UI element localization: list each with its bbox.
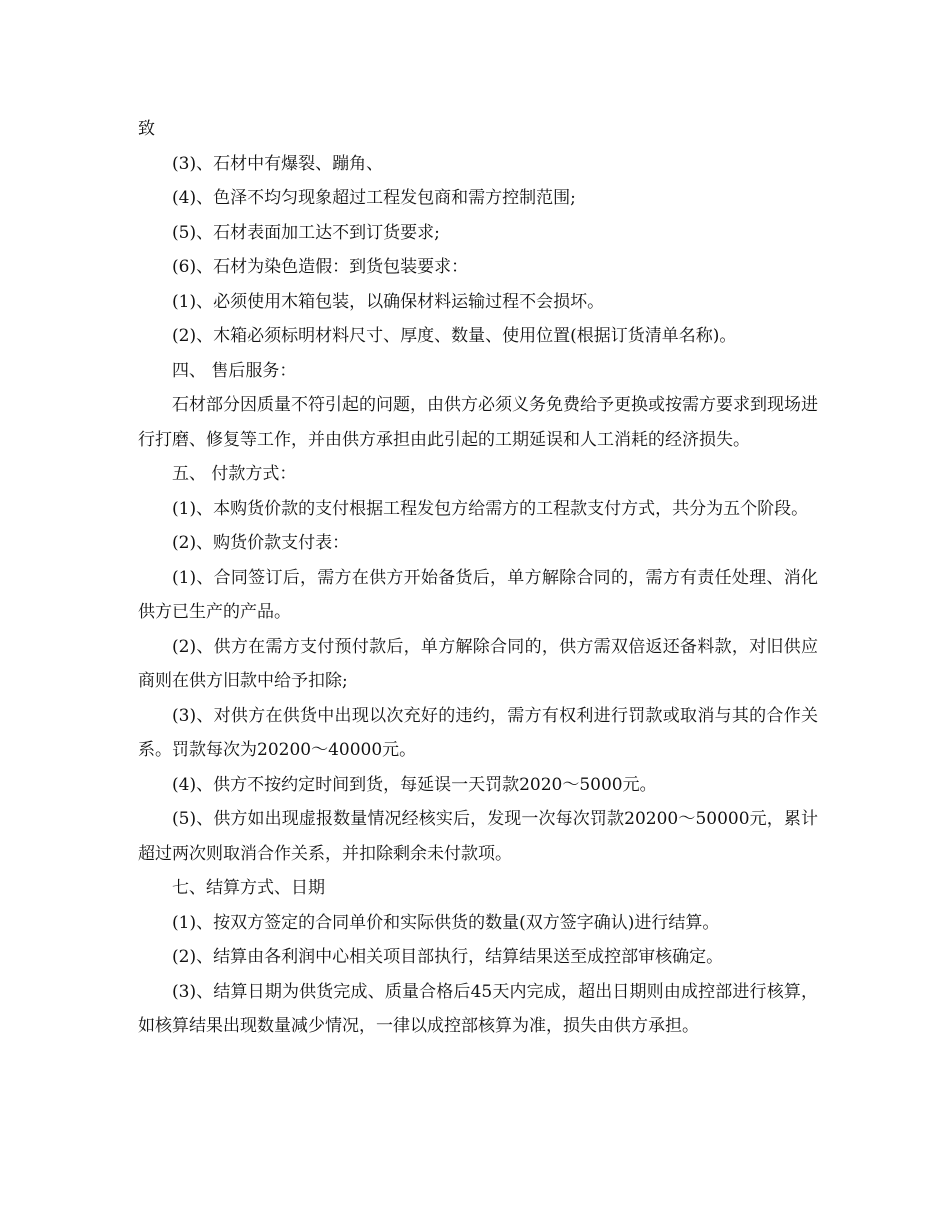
section-heading-payment: 五、 付款方式： (172, 464, 297, 484)
payment-clause-2: (2)、购货价款支付表： (172, 533, 350, 553)
payment-schedule-item-5: (5)、供方如出现虚报数量情况经核实后，发现一次每次罚款20200～50000元，累计超过两次则取消合作关系，并扣除剩余未付款项。 (138, 809, 818, 864)
packaging-clause-1: (1)、必须使用木箱包装，以确保材料运输过程不会损坏。 (172, 291, 605, 312)
clause-3-cracks: (3)、石材中有爆裂、蹦角、 (172, 153, 384, 174)
settlement-clause-3: (3)、结算日期为供货完成、质量合格后45天内完成，超出日期则由成控部进行核算，如核算结果出现数量减少情况，一律以成控部核算为准，损失由供方承担。 (138, 981, 818, 1036)
packaging-clause-2: (2)、木箱必须标明材料尺寸、厚度、数量、使用位置(根据订货清单名称)。 (172, 326, 737, 346)
clause-5-surface: (5)、石材表面加工达不到订货要求; (172, 222, 440, 243)
payment-schedule-item-2: (2)、供方在需方支付预付款后，单方解除合同的，供方需双倍返还备料款，对旧供应商则在供方旧款中给予扣除; (138, 636, 818, 691)
section-heading-after-sales: 四、 售后服务： (172, 360, 297, 381)
clause-4-color: (4)、色泽不均匀现象超过工程发包商和需方控制范围; (172, 188, 576, 208)
payment-schedule-item-1: (1)、合同签订后，需方在供方开始备货后，单方解除合同的，需方有责任处理、消化供方已生产的产品。 (138, 567, 818, 622)
after-sales-paragraph: 石材部分因质量不符引起的问题，由供方必须义务免费给予更换或按需方要求到现场进行打磨、修复等工作，并由供方承担由此引起的工期延误和人工消耗的经济损失。 (138, 395, 818, 450)
document-body (138, 112, 818, 1044)
payment-schedule-item-3: (3)、对供方在供货中出现以次充好的违约，需方有权利进行罚款或取消与其的合作关系。罚款每次为20200～40000元。 (138, 705, 818, 760)
paragraph-continuation: 致 (138, 119, 155, 139)
settlement-clause-2: (2)、结算由各利润中心相关项目部执行，结算结果送至成控部审核确定。 (172, 947, 724, 967)
clause-6-dyed: (6)、石材为染色造假：到货包装要求： (172, 257, 469, 277)
settlement-clause-1: (1)、按双方签定的合同单价和实际供货的数量(双方签字确认)进行结算。 (172, 912, 720, 933)
payment-clause-1: (1)、本购货价款的支付根据工程发包方给需方的工程款支付方式，共分为五个阶段。 (172, 498, 809, 519)
payment-schedule-item-4: (4)、供方不按约定时间到货，每延误一天罚款2020～5000元。 (172, 774, 657, 795)
section-heading-settlement: 七、结算方式、日期 (172, 878, 325, 898)
